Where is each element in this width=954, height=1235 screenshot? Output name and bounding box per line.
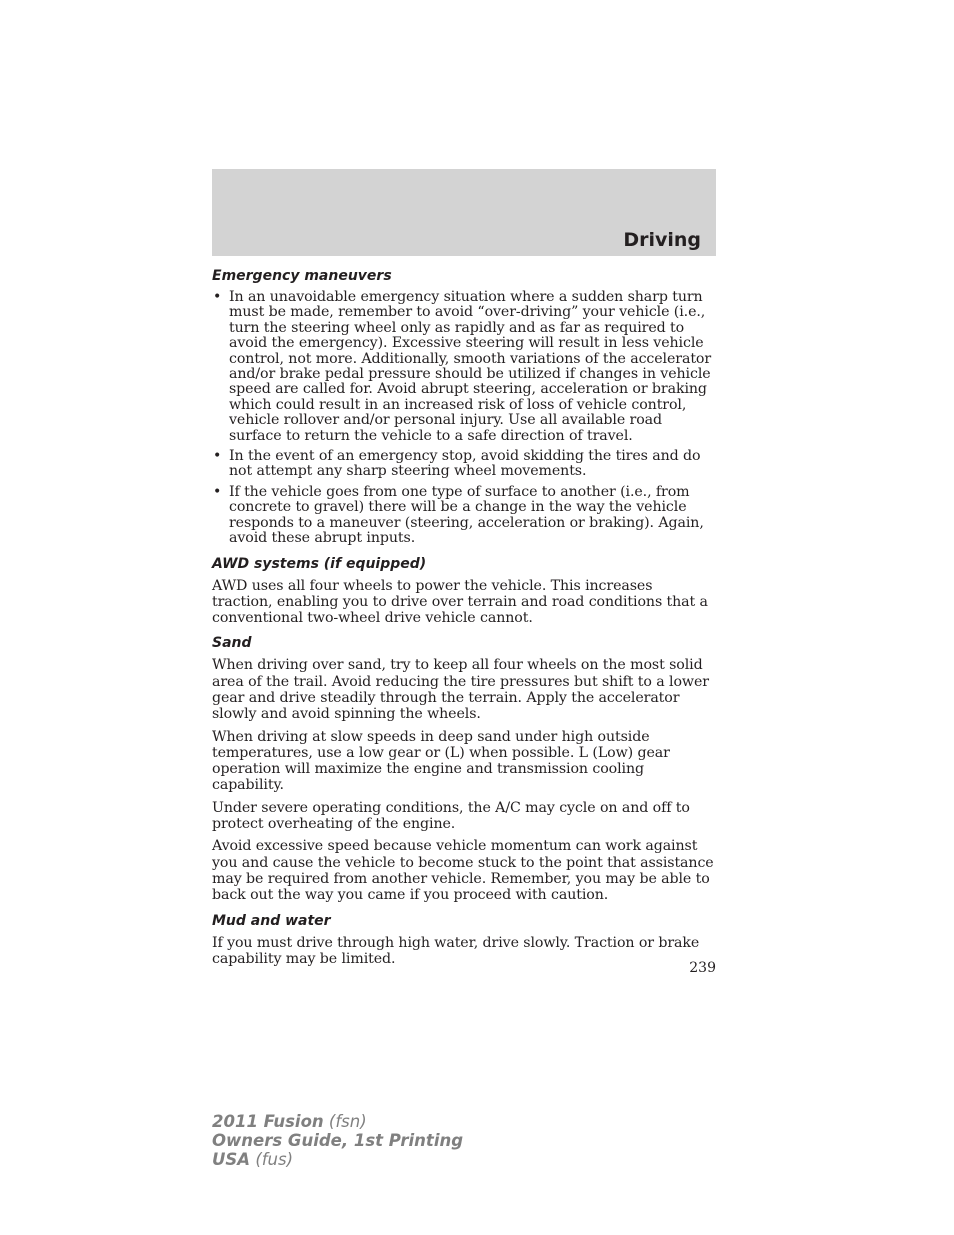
heading-sand: Sand (212, 635, 252, 652)
page-content (212, 267, 716, 973)
section-title: Driving (623, 229, 701, 251)
bullet-item: • If the vehicle goes from one type of surface to another (i.e., from concrete to gravel) there will be a change in the way the vehicle responds to a maneuver (steering, acceleration or braking). Again, avoid these abrupt inputs. (212, 485, 716, 547)
paragraph: Avoid excessive speed because vehicle momentum can work against you and cause the vehicle to become stuck to the point that assistance may be required from another vehicle. Remember, you may be able to back out the way you came if you proceed with caution. (212, 838, 714, 904)
footer-line-3 (212, 1150, 463, 1169)
emergency-bullet-list (212, 290, 716, 547)
paragraph: When driving at slow speeds in deep sand under high outside temperatures, use a low gear or (L) when possible. L (Low) gear operation will maximize the engine and transmission cooling capability. (212, 728, 670, 794)
document-footer (212, 1112, 463, 1169)
paragraph: If you must drive through high water, drive slowly. Traction or brake capability may be limited. (212, 934, 700, 967)
footer-market-code: (fus) (255, 1150, 294, 1169)
bullet-item: • In an unavoidable emergency situation where a sudden sharp turn must be made, remember to avoid “over-driving” your vehicle (i.e., turn the steering wheel only as rapidly and as far as required to avoid the emergency). Excessive steering will result in less vehicle control, not more. Additionally, smooth variations of the accelerator and/or brake pedal pressure should be utilized if changes in vehicle speed are called for. Avoid abrupt steering, acceleration or braking which could result in an increased risk of loss of vehicle control, vehicle rollover and/or personal injury. Use all available road surface to return the vehicle to a safe direction of travel. (212, 290, 716, 444)
page-number: 239 (689, 960, 716, 976)
heading-emergency-maneuvers: Emergency maneuvers (212, 268, 392, 284)
footer-line-1 (212, 1112, 463, 1131)
heading-mud-and-water: Mud and water (212, 912, 331, 929)
footer-model: 2011 Fusion (212, 1112, 324, 1131)
paragraph: When driving over sand, try to keep all four wheels on the most solid area of the trail. Avoid reducing the tire pressures but shift to a lower gear and drive steadily through the terrain. Apply the accelerator slowly and avoid spinning the wheels. (212, 657, 709, 723)
footer-line-2: Owners Guide, 1st Printing (212, 1131, 464, 1150)
paragraph: Under severe operating conditions, the A/C may cycle on and off to protect overheating of the engine. (212, 799, 690, 833)
bullet-item: • In the event of an emergency stop, avoid skidding the tires and do not attempt any sharp steering wheel movements. (212, 449, 716, 480)
heading-awd-systems: AWD systems (if equipped) (212, 555, 427, 572)
footer-model-code: (fsn) (328, 1112, 367, 1131)
footer-market: USA (212, 1150, 251, 1169)
section-header-band (212, 169, 716, 256)
paragraph: AWD uses all four wheels to power the vehicle. This increases traction, enabling you to drive over terrain and road conditions that a conventional two-wheel drive vehicle cannot. (212, 577, 708, 627)
